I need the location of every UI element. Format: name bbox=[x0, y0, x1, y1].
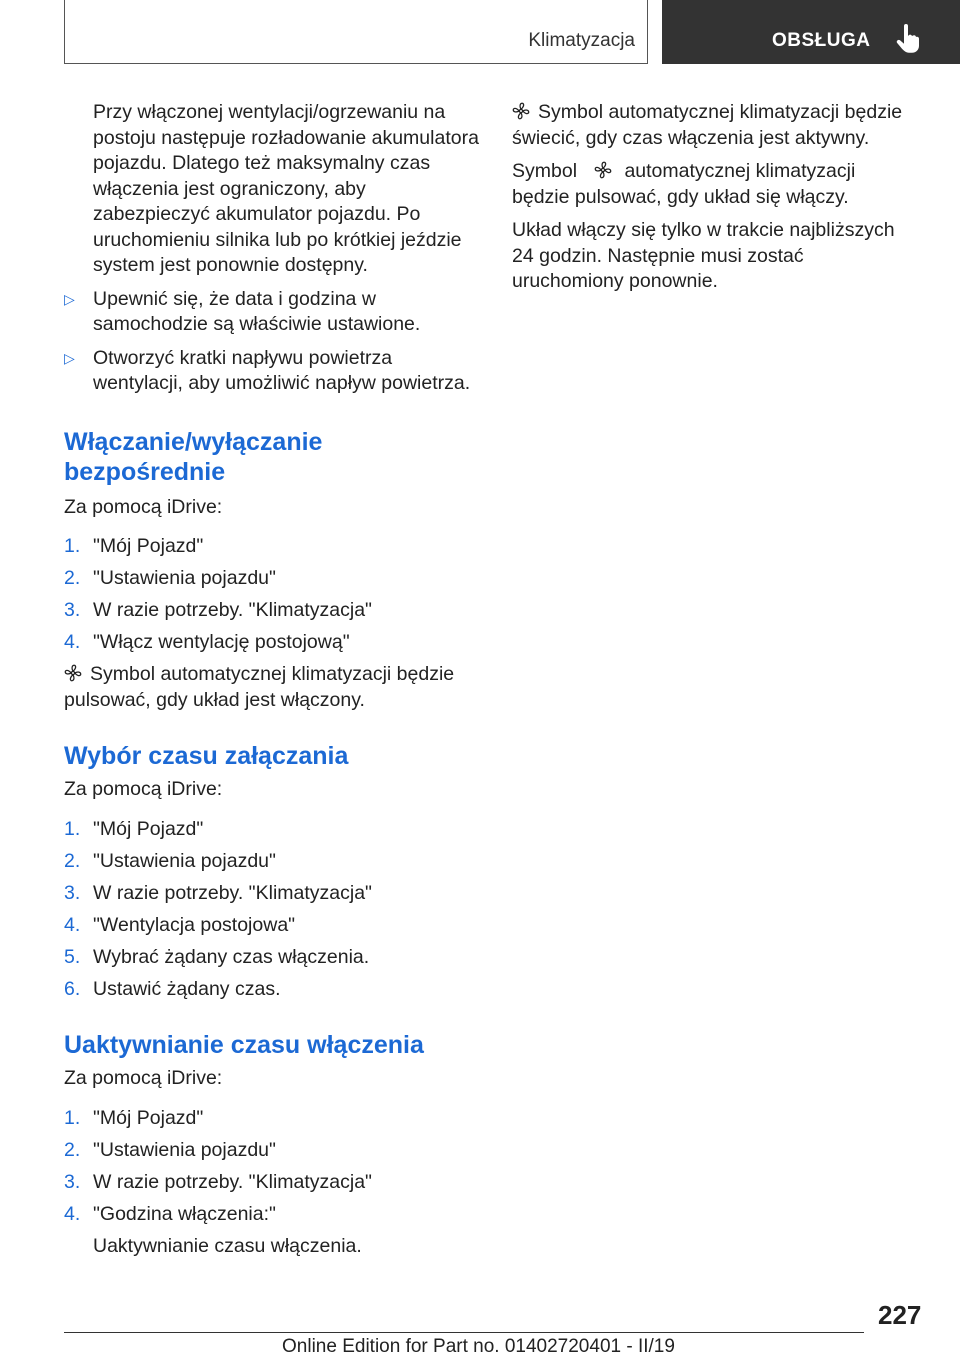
triangle-bullet-icon: ▷ bbox=[64, 290, 75, 307]
step-text: "Włącz wentylację postojową" bbox=[93, 631, 350, 653]
step-text: Ustawić żądany czas. bbox=[93, 977, 281, 1000]
step-number: 3. bbox=[64, 881, 81, 904]
step-text: "Ustawienia pojazdu" bbox=[93, 567, 276, 589]
step-number: 4. bbox=[64, 631, 81, 653]
step-number: 1. bbox=[64, 1106, 81, 1129]
section-title: OBSŁUGA bbox=[772, 30, 871, 51]
section-heading-select-time: Wybór czasu załączania bbox=[64, 742, 349, 770]
step-number: 6. bbox=[64, 977, 81, 1000]
header-section-box bbox=[662, 0, 960, 64]
section-heading-direct: Włączanie/wyłączanie bezpośrednie bbox=[64, 427, 323, 486]
fan-icon bbox=[512, 102, 530, 120]
fan-icon bbox=[594, 161, 612, 179]
step-number: 4. bbox=[64, 913, 81, 936]
list-item bbox=[64, 1170, 480, 1196]
hand-pointer-icon bbox=[896, 24, 920, 54]
step-text: "Wentylacja postojowa" bbox=[93, 913, 296, 936]
step-text: "Mój Pojazd" bbox=[93, 817, 204, 840]
section-intro: Za pomocą iDrive: bbox=[64, 778, 223, 800]
list-item bbox=[64, 566, 480, 592]
list-item bbox=[64, 977, 480, 1003]
triangle-bullet-icon: ▷ bbox=[64, 349, 75, 366]
list-item bbox=[64, 1106, 480, 1132]
step-number: 1. bbox=[64, 535, 81, 557]
fan-icon bbox=[64, 664, 82, 682]
step-text: W razie potrzeby. "Klimatyzacja" bbox=[93, 1170, 372, 1193]
page-number: 227 bbox=[878, 1300, 922, 1330]
list-item bbox=[64, 598, 480, 624]
paragraph-text: automatycznej klimatyzacji będzie pulsować, gdy układ się włączy. bbox=[512, 160, 856, 208]
list-item bbox=[64, 945, 480, 971]
step-text: "Mój Pojazd" bbox=[93, 535, 204, 557]
left-column bbox=[64, 100, 480, 1267]
step-number: 3. bbox=[64, 1170, 81, 1193]
step-text: "Ustawienia pojazdu" bbox=[93, 849, 276, 872]
list-item bbox=[64, 881, 480, 907]
step-number: 3. bbox=[64, 599, 81, 621]
list-item bbox=[64, 1202, 480, 1228]
footer-divider bbox=[64, 1332, 864, 1333]
paragraph-text: Symbol bbox=[512, 160, 578, 182]
bullet-text: Upewnić się, że data i godzina w samochodzie są właściwie ustawione. bbox=[93, 287, 421, 335]
bullet-text: Otworzyć kratki napływu powietrza wentylacji, aby umożliwić napływ powietrza. bbox=[93, 346, 471, 394]
section-intro: Za pomocą iDrive: bbox=[64, 1067, 223, 1089]
paragraph-text: Symbol automatycznej klimatyzacji będzie świecić, gdy czas włączenia jest aktywny. bbox=[512, 101, 903, 149]
step-number: 2. bbox=[64, 567, 81, 589]
symbol-note bbox=[64, 662, 480, 713]
list-item bbox=[64, 913, 480, 939]
list-item bbox=[64, 1138, 480, 1164]
chapter-title: Klimatyzacja bbox=[528, 30, 635, 51]
step-number: 2. bbox=[64, 849, 81, 872]
step-text: Wybrać żądany czas włączenia. bbox=[93, 945, 370, 968]
section-heading-activate-time: Uaktywnianie czasu włączenia bbox=[64, 1031, 424, 1059]
header-chapter-box bbox=[64, 0, 648, 64]
symbol-pulse-paragraph bbox=[512, 159, 912, 210]
step-text: "Mój Pojazd" bbox=[93, 1106, 204, 1129]
footer-edition: Online Edition for Part no. 01402720401 - II/19 bbox=[282, 1336, 675, 1357]
section-intro: Za pomocą iDrive: bbox=[64, 495, 223, 518]
step-number: 1. bbox=[64, 817, 81, 840]
note-text: Symbol automatycznej klimatyzacji będzie pulsować, gdy układ jest włączony. bbox=[64, 663, 455, 711]
bullet-item bbox=[64, 287, 480, 338]
step-number: 2. bbox=[64, 1138, 81, 1161]
step-text: "Ustawienia pojazdu" bbox=[93, 1138, 276, 1161]
right-column bbox=[512, 100, 912, 303]
symbol-lit-paragraph bbox=[512, 100, 912, 151]
step-sub-text: Uaktywnianie czasu włączenia. bbox=[93, 1234, 362, 1257]
step-text: "Godzina włączenia:" bbox=[93, 1202, 276, 1225]
step-number: 4. bbox=[64, 1202, 81, 1225]
duration-paragraph: Układ włączy się tylko w trakcie najbliższych 24 godzin. Następnie musi zostać uruchomiony ponownie. bbox=[512, 219, 895, 292]
list-item bbox=[64, 534, 480, 560]
list-item bbox=[64, 630, 480, 656]
step-text: W razie potrzeby. "Klimatyzacja" bbox=[93, 599, 372, 621]
step-number: 5. bbox=[64, 945, 81, 968]
list-item bbox=[64, 849, 480, 875]
intro-paragraph: Przy włączonej wentylacji/ogrzewaniu na postoju następuje rozładowanie akumulatora pojazdu. Dlatego też maksymalny czas włączenia jest ograniczony, aby zabezpieczyć akumulator pojazdu. Po uruchomieniu silnika lub po krótkiej jeździe system jest ponownie dostępny. bbox=[93, 101, 479, 276]
list-item bbox=[64, 817, 480, 843]
bullet-item bbox=[64, 346, 480, 397]
step-text: W razie potrzeby. "Klimatyzacja" bbox=[93, 881, 372, 904]
